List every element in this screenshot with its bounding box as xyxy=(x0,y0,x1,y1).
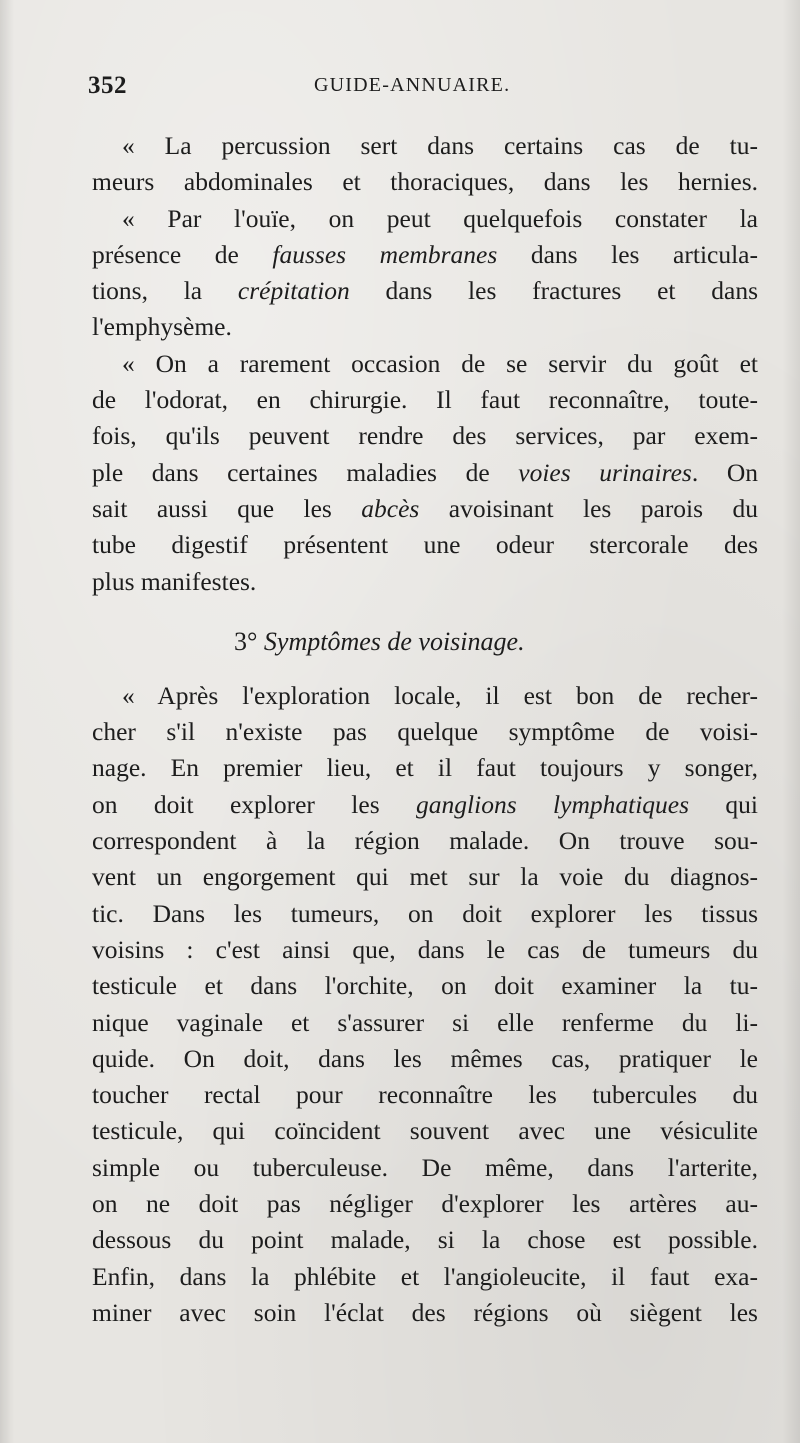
running-head: GUIDE-ANNUAIRE. xyxy=(314,74,511,96)
italic-term: fausses membranes xyxy=(272,239,498,269)
text-line: correspondent à la région malade. On trouve sou- xyxy=(92,826,758,856)
text-line: « Après l'exploration locale, il est bon de recher- xyxy=(122,680,758,710)
text-line: de l'odorat, en chirurgie. Il faut reconnaître, toute- xyxy=(92,385,758,415)
page-shadow-right xyxy=(782,0,800,1443)
section-number: 3° xyxy=(234,626,258,656)
text-line: meurs abdominales et thoraciques, dans les hernies. xyxy=(92,167,758,197)
text-line: « La percussion sert dans certains cas de tu- xyxy=(122,131,758,160)
text-line: cher s'il n'existe pas quelque symptôme de voisi- xyxy=(92,717,758,747)
text-line: testicule et dans l'orchite, on doit examiner la tu- xyxy=(92,971,758,1001)
page-number: 352 xyxy=(88,72,127,99)
text-line: vent un engorgement qui met sur la voie du diagnos- xyxy=(92,862,758,892)
text-line: tube digestif présentent une odeur stercorale des xyxy=(92,530,758,560)
text-line: testicule, qui coïncident souvent avec une vésiculite xyxy=(92,1116,758,1146)
text-line: simple ou tuberculeuse. De même, dans l'arterite, xyxy=(92,1152,758,1182)
text-line: miner avec soin l'éclat des régions où siègent les xyxy=(92,1297,758,1327)
text-line: tic. Dans les tumeurs, on doit explorer les tissus xyxy=(92,898,758,928)
text-line: présence de fausses membranes dans les articula- xyxy=(92,239,758,269)
italic-term: abcès xyxy=(361,493,420,523)
italic-term: ganglions lymphatiques xyxy=(416,789,690,819)
text-line: quide. On doit, dans les mêmes cas, pratiquer le xyxy=(92,1043,758,1073)
text-line: nique vaginale et s'assurer si elle renferme du li- xyxy=(92,1007,758,1037)
section-title: Symptômes de voisinage. xyxy=(263,626,525,656)
text-line: ple dans certaines maladies de voies urinaires. On xyxy=(92,457,758,487)
page-shadow-left xyxy=(0,0,14,1443)
text-line: on doit explorer les ganglions lymphatiques qui xyxy=(92,789,758,819)
text-line: toucher rectal pour reconnaître les tubercules du xyxy=(92,1080,758,1110)
text-line: plus manifestes. xyxy=(92,566,257,596)
italic-term: crépitation xyxy=(237,276,350,306)
text-line: voisins : c'est ainsi que, dans le cas de tumeurs du xyxy=(92,934,758,964)
text-line: sait aussi que les abcès avoisinant les parois du xyxy=(92,493,758,523)
section-heading xyxy=(92,622,758,662)
text-line: dessous du point malade, si la chose est possible. xyxy=(92,1225,758,1255)
text-line: l'emphysème. xyxy=(92,312,232,342)
text-line: « Par l'ouïe, on peut quelquefois constater la xyxy=(122,203,758,233)
text-line: tions, la crépitation dans les fractures et dans xyxy=(92,276,758,306)
text-line: fois, qu'ils peuvent rendre des services, par exem- xyxy=(92,421,758,451)
page-header xyxy=(88,66,760,106)
body-text xyxy=(92,128,758,1331)
italic-term: voies urinaires xyxy=(518,457,692,487)
text-line: on ne doit pas négliger d'explorer les artères au- xyxy=(92,1189,758,1219)
text-line: Enfin, dans la phlébite et l'angioleucite, il faut exa- xyxy=(92,1261,758,1291)
text-line: nage. En premier lieu, et il faut toujours y songer, xyxy=(92,753,758,783)
text-line: « On a rarement occasion de se servir du goût et xyxy=(122,348,758,378)
